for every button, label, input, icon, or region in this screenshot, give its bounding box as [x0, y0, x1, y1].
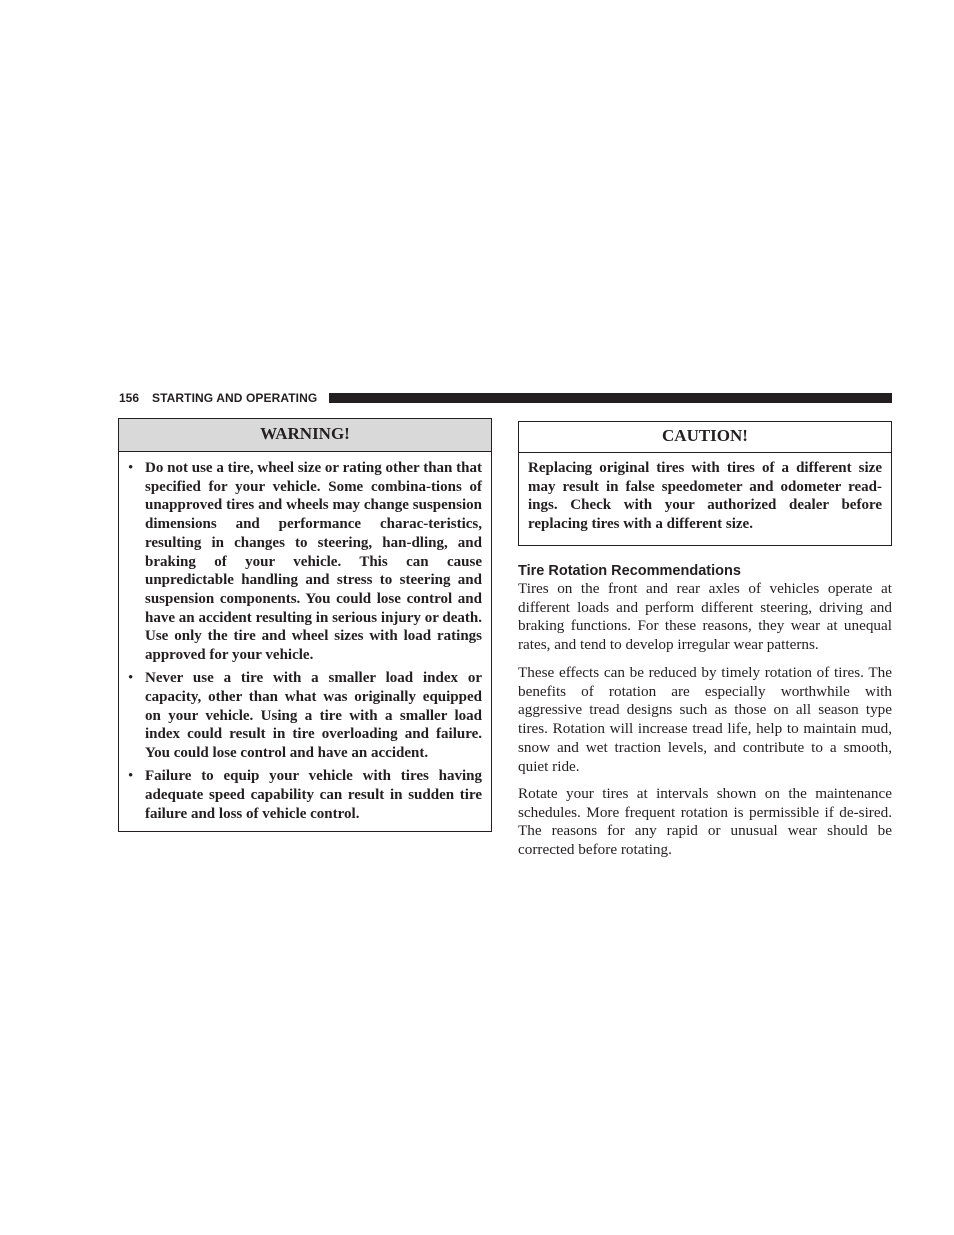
warning-item: • Do not use a tire, wheel size or rating other than that specified for your vehicle. Some combina-tions of unapproved tires and wheels may change suspension dimensions and performance charac-teristics, resulting in changes to steering, han-dling, and braking of your vehicle. This can cause unpredictable handling and stress to steering and suspension components. You could lose control and have an accident resulting in serious injury or death. Use only the tire and wheel sizes with load ratings approved for your vehicle.: [128, 460, 482, 664]
caution-text: Replacing original tires with tires of a different size may result in false speedometer and odometer read-ings. Check with your authorized dealer before replacing tires with a different size.: [528, 460, 882, 533]
warning-item: • Never use a tire with a smaller load index or capacity, other than what was originally equipped on your vehicle. Using a tire with a smaller load index could result in tire overloading and failure. You could lose control and have an accident.: [128, 670, 482, 762]
caution-box: [518, 421, 892, 546]
body-paragraph: Tires on the front and rear axles of vehicles operate at different loads and perform different steering, driving and braking functions. For these reasons, they wear at unequal rates, and tend to develop irregular wear patterns.: [518, 580, 892, 654]
section-title: STARTING AND OPERATING: [152, 391, 318, 405]
warning-item: • Failure to equip your vehicle with tires having adequate speed capability can result in sudden tire failure and loss of vehicle control.: [128, 768, 482, 822]
caution-title: CAUTION!: [519, 422, 891, 453]
bullet-icon: •: [128, 670, 134, 687]
header-rule: [329, 393, 892, 403]
bullet-icon: •: [128, 460, 134, 476]
page-header: [119, 390, 892, 406]
body-paragraph: Rotate your tires at intervals shown on the maintenance schedules. More frequent rotation is permissible if de-sired. The reasons for any rapid or unusual wear should be corrected before rotating.: [518, 785, 892, 859]
page-number: 156: [119, 391, 140, 405]
warning-list: [119, 452, 491, 823]
warning-box: [118, 418, 492, 832]
warning-title: WARNING!: [119, 419, 491, 452]
bullet-icon: •: [128, 768, 134, 785]
body-paragraph: These effects can be reduced by timely rotation of tires. The benefits of rotation are especially worthwhile with aggressive tread designs such as those on all season type tires. Rotation will increase tread life, help to maintain mud, snow and wet traction levels, and contribute to a smooth, quiet ride.: [518, 664, 892, 775]
section-heading: Tire Rotation Recommendations: [518, 563, 741, 579]
